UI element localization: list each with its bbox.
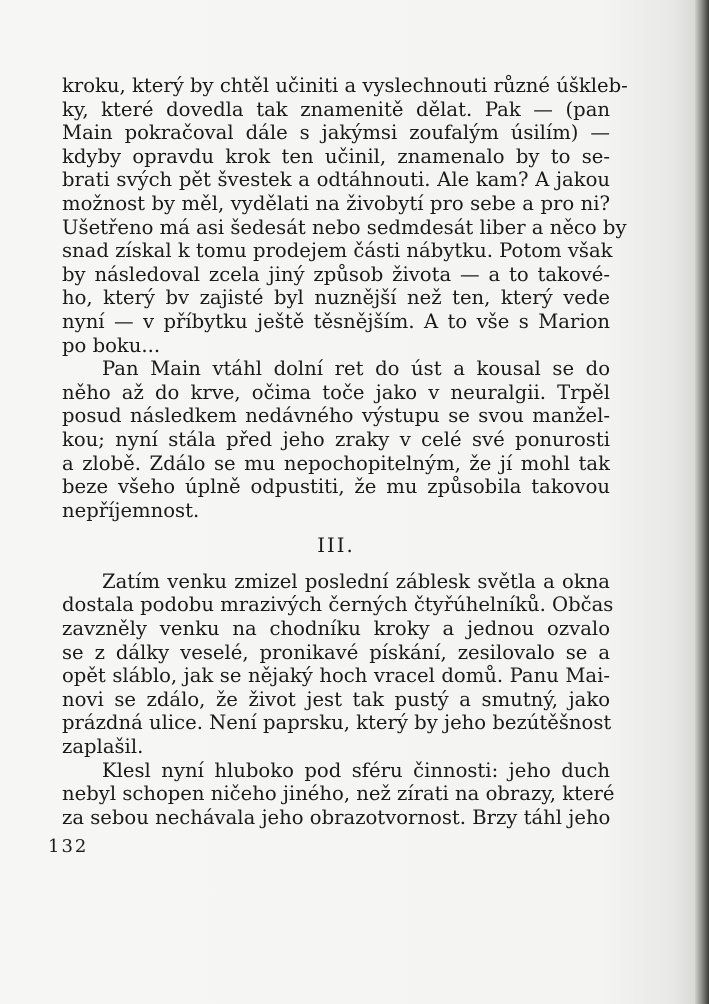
- text-line: nyní — v příbytku ještě těsnějším. A to vše s Marion: [62, 309, 610, 333]
- text-line: se z dálky veselé, pronikavé pískání, zesilovalo se a: [62, 640, 610, 664]
- text-line: beze všeho úplně odpustiti, že mu způsobila takovou: [62, 475, 610, 499]
- text-line: Klesl nyní hluboko pod sféru činnosti: jeho duch: [102, 758, 610, 782]
- text-line: něho až do krve, očima toče jako v neuralgii. Trpěl: [62, 380, 610, 404]
- text-line: zavzněly venku na chodníku kroky a jednou ozvalo: [62, 617, 610, 641]
- text-line: po boku...: [62, 333, 161, 357]
- text-line: za sebou nechávala jeho obrazotvornost. Brzy táhl jeho: [62, 805, 611, 829]
- page-number: 132: [48, 836, 89, 857]
- book-spine-shadow: [695, 0, 709, 1004]
- paragraph-3: [62, 569, 614, 759]
- text-line: brati svých pět švestek a odtáhnouti. Ale kam? A jakou: [62, 168, 610, 192]
- text-line: kroku, který by chtěl učiniti a vyslechnouti různé úškleb-: [62, 74, 628, 97]
- paragraph-4: [62, 758, 615, 830]
- text-line: Ušetřeno má asi šedesát nebo sedmdesát liber a něco by: [62, 215, 627, 239]
- paragraph-2: [62, 357, 610, 522]
- text-line: opět sláblo, jak se nějaký hoch vracel domů. Panu Mai-: [62, 664, 610, 688]
- text-line: ky, které dovedla tak znamenitě dělat. Pak — (pan: [62, 97, 610, 121]
- text-line: zaplašil.: [62, 735, 144, 759]
- text-line: Zatím venku zmizel poslední záblesk světla a okna: [102, 569, 610, 593]
- text-line: Pan Main vtáhl dolní ret do úst a kousal se do: [102, 357, 610, 381]
- text-line: by následoval zcela jiný způsob života — a to takové-: [62, 262, 610, 286]
- body-text: [62, 74, 628, 829]
- text-line: dostala podobu mrazivých černých čtyřúhelníků. Občas: [62, 593, 614, 617]
- text-line: Main pokračoval dále s jakýmsi zoufalým úsilím) —: [62, 121, 610, 145]
- paragraph-1: [62, 74, 628, 357]
- text-line: nepříjemnost.: [62, 498, 200, 522]
- text-line: novi se zdálo, že život jest tak pustý a smutný, jako: [62, 687, 610, 711]
- text-line: možnost by měl, vydělati na živobytí pro sebe a pro ni?: [62, 191, 610, 215]
- text-line: snad získal k tomu prodejem části nábytku. Potom však: [62, 239, 613, 263]
- text-line: nebyl schopen ničeho jiného, než zírati na obrazy, které: [62, 782, 615, 806]
- text-line: posud následkem nedávného výstupu se svou manžel-: [62, 404, 610, 428]
- text-line: prázdná ulice. Není paprsku, který by jeho bezútěšnost: [62, 711, 612, 735]
- text-line: kou; nyní stála před jeho zraky v celé své ponurosti: [62, 427, 610, 451]
- text-line: ho, který bv zajisté byl nuznější než ten, který vede: [62, 286, 610, 310]
- text-line: kdyby opravdu krok ten učinil, znamenalo by to se-: [62, 144, 610, 168]
- text-line: a zlobě. Zdálo se mu nepochopitelným, že jí mohl tak: [62, 451, 610, 475]
- chapter-heading: III.: [317, 534, 355, 558]
